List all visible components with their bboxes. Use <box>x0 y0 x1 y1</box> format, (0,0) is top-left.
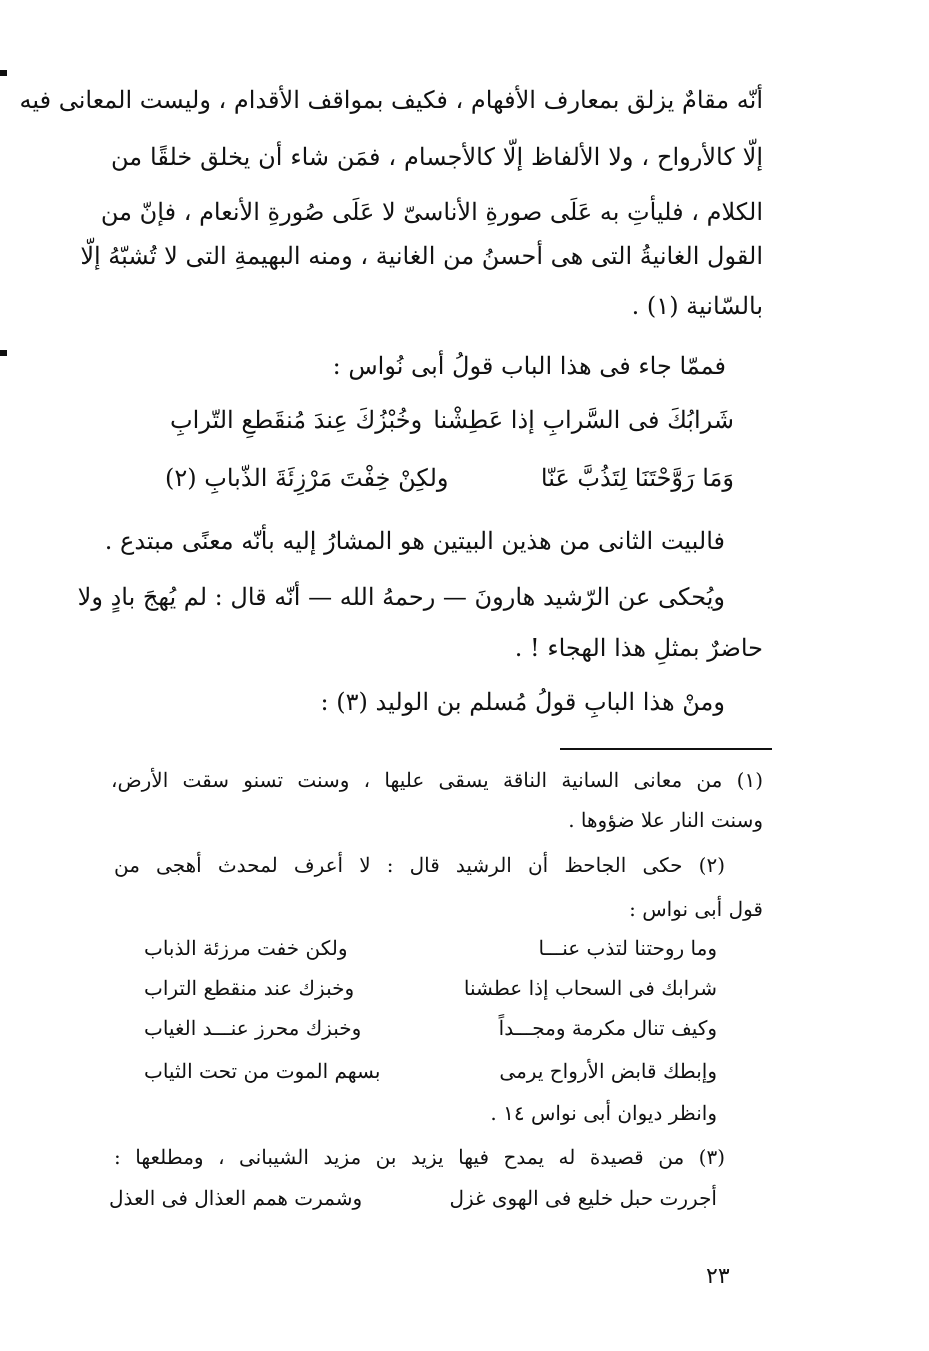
poem-verse-2-hemistich-1: وَمَا رَوَّحْتَنَا لِتَذُبَّ عَنّا <box>540 464 734 492</box>
poem-verse-1-hemistich-2: وخُبْزُكَ عِندَ مُنقَطعِ التّرابِ <box>170 406 423 434</box>
paragraph-line: بالسّانية (١) . <box>631 292 763 320</box>
footnote-separator <box>560 748 772 750</box>
footnote-poem-hemistich: شرابك فى السحاب إذا عطشنا <box>463 976 717 1000</box>
abu-nuwas-intro: فممّا جاء فى هذا الباب قولُ أبى نُواس : <box>332 352 726 380</box>
footnote-1-line: (١) من معانى السانية الناقة يسقى عليها ، وسنت تسنو سقت الأرض، <box>111 768 763 792</box>
footnote-poem-hemistich: وخبزك عند منقطع التراب <box>144 976 355 1000</box>
footnote-3-line: (٣) من قصيدة له يمدح فيها يزيد بن مزيد الشيبانى ، ومطلعها : <box>114 1145 725 1169</box>
rashid-line: حاضرٌ بمثلِ هذا الهجاء ! . <box>514 634 763 662</box>
paragraph-line: إلّا كالأرواح ، ولا الألفاظ إلّا كالأجسام ، فمَن شاء أن يخلق خلقًا من <box>111 143 763 171</box>
footnote-poem-hemistich: وما روحتنا لتذب عنـــا <box>538 936 717 960</box>
paragraph-line: أنّه مقامٌ يزلق بمعارف الأفهام ، فكيف بمواقف الأقدام ، وليست المعانى فيه <box>19 86 763 114</box>
page-number: ٢٣ <box>706 1264 730 1289</box>
footnote-poem-hemistich: وكيف تنال مكرمة ومجـــداً <box>498 1016 717 1040</box>
footnote-poem-hemistich: بسهم الموت من تحت الثياب <box>144 1059 381 1083</box>
footnote-3-poem-hemistich: أجررت حبل خليع فى الهوى غزل <box>449 1186 717 1210</box>
rashid-line: ويُحكى عن الرّشيد هارونَ — رحمهُ الله — أنّه قال : لم يُهجَ بادٍ ولا <box>77 583 725 611</box>
footnote-poem-hemistich: وإبطك قابض الأرواح يرمى <box>499 1059 717 1083</box>
verse-commentary: فالبيت الثانى من هذين البيتين هو المشارُ إليه بأنّه معنًى مبتدع . <box>104 527 725 555</box>
muslim-intro: ومنْ هذا البابِ قولُ مُسلم بن الوليد (٣) : <box>320 688 725 716</box>
footnote-2-line: قول أبى نواس : <box>629 897 763 921</box>
footnote-2-line: (٢) حكى الجاحظ أن الرشيد قال : لا أعرف لمحدث أهجى من <box>114 853 725 877</box>
footnote-1-line: وسنت النار علا ضؤوها . <box>568 808 763 832</box>
footnote-3-poem-hemistich: وشمرت همم العذال فى العذل <box>109 1186 363 1210</box>
paragraph-line: الكلام ، فليأتِ به عَلَى صورةِ الأناسىّ لا عَلَى صُورةِ الأنعام ، فإنّ من <box>100 198 763 226</box>
footnote-poem-hemistich: ولكن خفت مرزئة الذباب <box>144 936 348 960</box>
scan-edge-mark <box>0 350 7 356</box>
paragraph-line: القول الغانيةُ التى هى أحسنُ من الغانية ، ومنه البهيمةِ التى لا تُشبّهُ إلّا <box>80 242 763 270</box>
footnote-poem-hemistich: وخبزك محرز عنـــد الغياب <box>144 1016 362 1040</box>
poem-verse-2-hemistich-2: ولكِنْ خِفْتَ مَرْزِئَةَ الذّبابِ (٢) <box>165 464 449 492</box>
footnote-2-reference: وانظر ديوان أبى نواس ١٤ . <box>490 1101 717 1125</box>
poem-verse-1-hemistich-1: شَرابُكَ فى السَّرابِ إذا عَطِشْنا <box>433 406 734 434</box>
scan-edge-mark <box>0 70 7 76</box>
